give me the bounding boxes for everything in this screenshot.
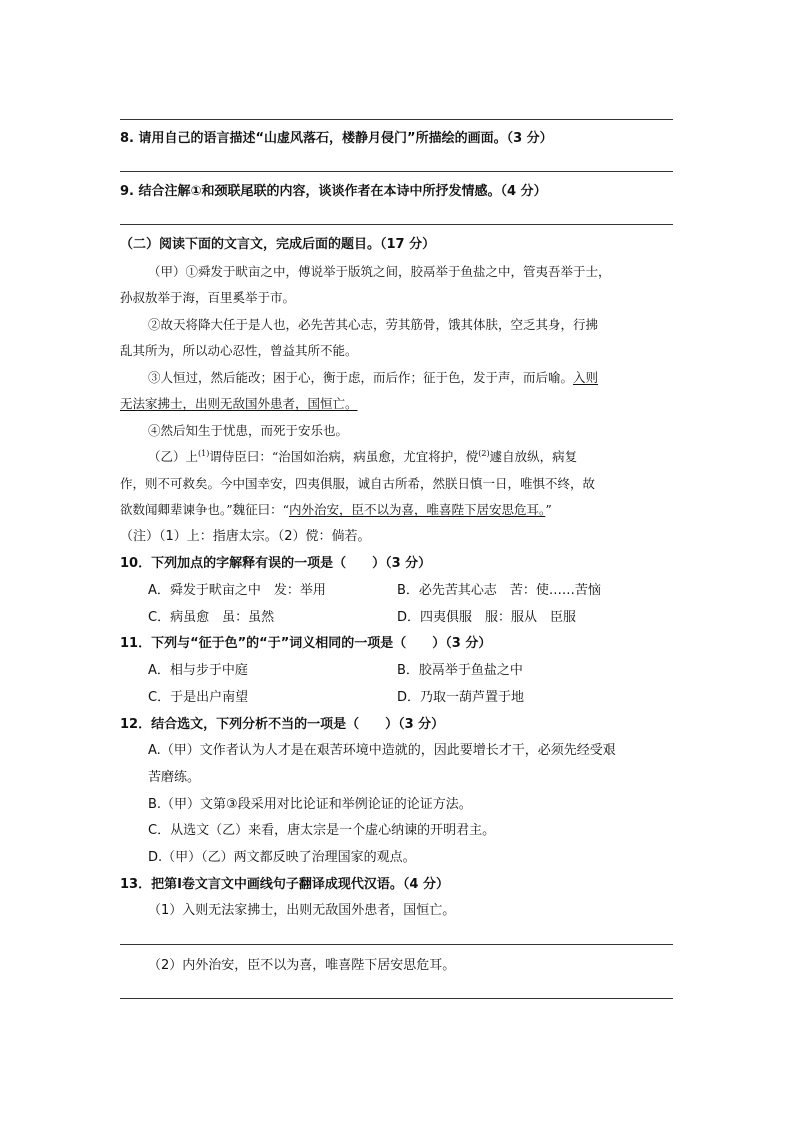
passage-jia-line	[148, 370, 708, 386]
passage-note: （注）（1）上：指唐太宗。（2）傥：倘若。	[120, 529, 371, 544]
option-c: C．于是出户南望	[148, 690, 249, 705]
answer-line	[120, 224, 673, 225]
underlined-sentence: 内外治安，臣不以为喜，唯喜陛下居安思危耳。	[289, 502, 546, 517]
passage-jia-line: 乱其所为，所以动心忍性，曾益其所不能。	[120, 343, 358, 358]
underlined-sentence: 无法家拂士，出则无敌国外患者，国恒亡。	[120, 396, 358, 411]
answer-line	[120, 171, 673, 172]
translate-sentence-2: （2）内外治安，臣不以为喜，唯喜陛下居安思危耳。	[148, 958, 456, 973]
passage-text: ”	[545, 502, 552, 517]
option-a-cont: 苦磨练。	[148, 770, 201, 785]
option-d: D．四夷俱服 服：服从 臣服	[397, 610, 577, 625]
option-c: C．病虽愈 虽：虽然	[148, 610, 275, 625]
passage-yi-line	[120, 502, 680, 518]
footnote-mark: (1)	[198, 448, 210, 458]
underlined-sentence: 入则	[573, 370, 599, 385]
option-b: B．胶鬲举于鱼盐之中	[397, 663, 523, 678]
option-a: A．相与步于中庭	[148, 663, 248, 678]
question-9: 9. 结合注解①和颈联尾联的内容，谈谈作者在本诗中所抒发情感。（4 分）	[120, 184, 547, 199]
option-b: B.（甲）文第③段采用对比论证和举例论证的论证方法。	[148, 797, 472, 812]
passage-jia-line: （甲）①舜发于畎亩之中，傅说举于版筑之间，胶鬲举于鱼盐之中，管夷吾举于士，	[148, 264, 611, 279]
passage-yi-line	[148, 449, 708, 465]
question-12: 12．结合选文，下列分析不当的一项是（ ）（3 分）	[120, 717, 445, 732]
option-a: A．舜发于畎亩之中 发：举用	[148, 583, 326, 598]
passage-yi-line: 作，则不可救矣。今中国幸安，四夷俱服，诚自古所希，然朕日慎一日，唯惧不终，故	[120, 476, 596, 491]
answer-line	[120, 119, 673, 120]
question-10: 10．下列加点的字解释有误的一项是（ ）（3 分）	[120, 556, 432, 571]
question-11: 11．下列与“征于色”的“于”词义相同的一项是（ ）（3 分）	[120, 636, 492, 651]
option-d: D．乃取一葫芦置于地	[397, 690, 525, 705]
passage-text: 谓侍臣曰：“治国如治病，病虽愈，尤宜将护，傥	[209, 449, 479, 464]
passage-jia-line: ②故天将降大任于是人也，必先苦其心志，劳其筋骨，饿其体肤，空乏其身，行拂	[148, 317, 599, 332]
passage-jia-line: ④然后知生于忧患，而死于安乐也。	[148, 423, 349, 438]
option-d: D.（甲）（乙）两文都反映了治理国家的观点。	[148, 850, 416, 865]
answer-line	[120, 998, 673, 999]
answer-line	[120, 944, 673, 945]
option-a: A.（甲）文作者认为人才是在艰苦环境中造就的，因此要增长才干，必须先经受艰	[148, 743, 616, 758]
question-8: 8. 请用自己的语言描述“山虚风落石，楼静月侵门”所描绘的画面。（3 分）	[120, 131, 553, 146]
passage-jia-line: 孙叔敖举于海，百里奚举于市。	[120, 290, 296, 305]
question-13: 13．把第Ⅰ卷文言文中画线句子翻译成现代汉语。（4 分）	[120, 877, 449, 892]
translate-sentence-1: （1）入则无法家拂士，出则无敌国外患者，国恒亡。	[148, 903, 456, 918]
footnote-mark: (2)	[478, 448, 490, 458]
section-title: （二）阅读下面的文言文，完成后面的题目。（17 分）	[120, 237, 436, 252]
option-c: C．从选文（乙）来看，唐太宗是一个虚心纳谏的开明君主。	[148, 823, 496, 838]
passage-text: 欲数闻卿辈谏争也。”魏征曰：“	[120, 502, 290, 517]
option-b: B．必先苦其心志 苦：使……苦恼	[397, 583, 601, 598]
passage-text: ③人恒过，然后能改；困于心，衡于虑，而后作；征于色，发于声，而后喻。	[148, 370, 574, 385]
passage-text: 遽自放纵，病复	[489, 449, 578, 464]
passage-text: （乙）上	[148, 449, 199, 464]
passage-jia-line	[120, 396, 680, 412]
